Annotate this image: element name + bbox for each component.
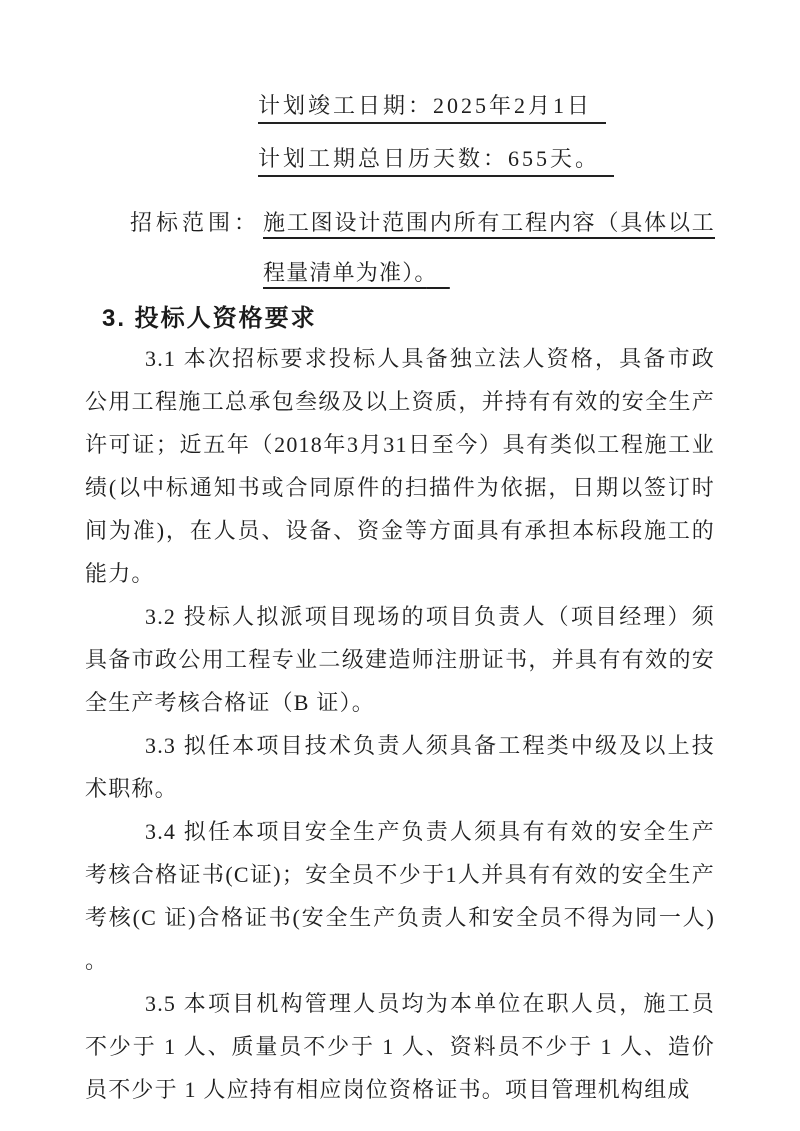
clauses-section <box>85 337 715 1111</box>
clause-3-4: 3.4 拟任本项目安全生产负责人须具有有效的安全生产考核合格证书(C证)；安全员不少于1人并具有有效的安全生产考核(C 证)合格证书(安全生产负责人和安全员不得为同一人) 。 <box>85 819 715 973</box>
scope-line <box>130 198 715 298</box>
clause-3-3: 3.3 拟任本项目技术负责人须具备工程类中级及以上技术职称。 <box>85 733 715 801</box>
section-heading: 3. 投标人资格要求 <box>102 305 317 332</box>
clause-3-2: 3.2 投标人拟派项目现场的项目负责人（项目经理）须具备市政公用工程专业二级建造师注册证书，并具有有效的安全生产考核合格证（B 证）。 <box>85 604 715 715</box>
scope-label: 招标范围： <box>130 210 261 235</box>
clause-3-1: 3.1 本次招标要求投标人具备独立法人资格，具备市政公用工程施工总承包叁级及以上资质，并持有有效的安全生产许可证；近五年（2018年3月31日至今）具有类似工程施工业绩(以中标通知书或合同原件的扫描件为依据，日期以签订时间为准)，在人员、设备、资金等方面具有承担本标段施工的能力。 <box>85 346 715 586</box>
duration-text: 计划工期总日历天数：655天。 <box>258 145 614 177</box>
completion-date-line <box>258 92 715 124</box>
scope-value: 施工图设计范围内所有工程内容（具体以工程量清单为准）。 <box>263 210 715 285</box>
duration-line <box>258 145 715 177</box>
clause-3-5: 3.5 本项目机构管理人员均为本单位在职人员，施工员不少于 1 人、质量员不少于 1 人、资料员不少于 1 人、造价员不少于 1 人应持有相应岗位资格证书。项目管理机构组成 <box>85 991 715 1102</box>
top-fields-section <box>85 92 715 298</box>
completion-date-text: 计划竣工日期：2025年2月1日 <box>258 92 606 124</box>
